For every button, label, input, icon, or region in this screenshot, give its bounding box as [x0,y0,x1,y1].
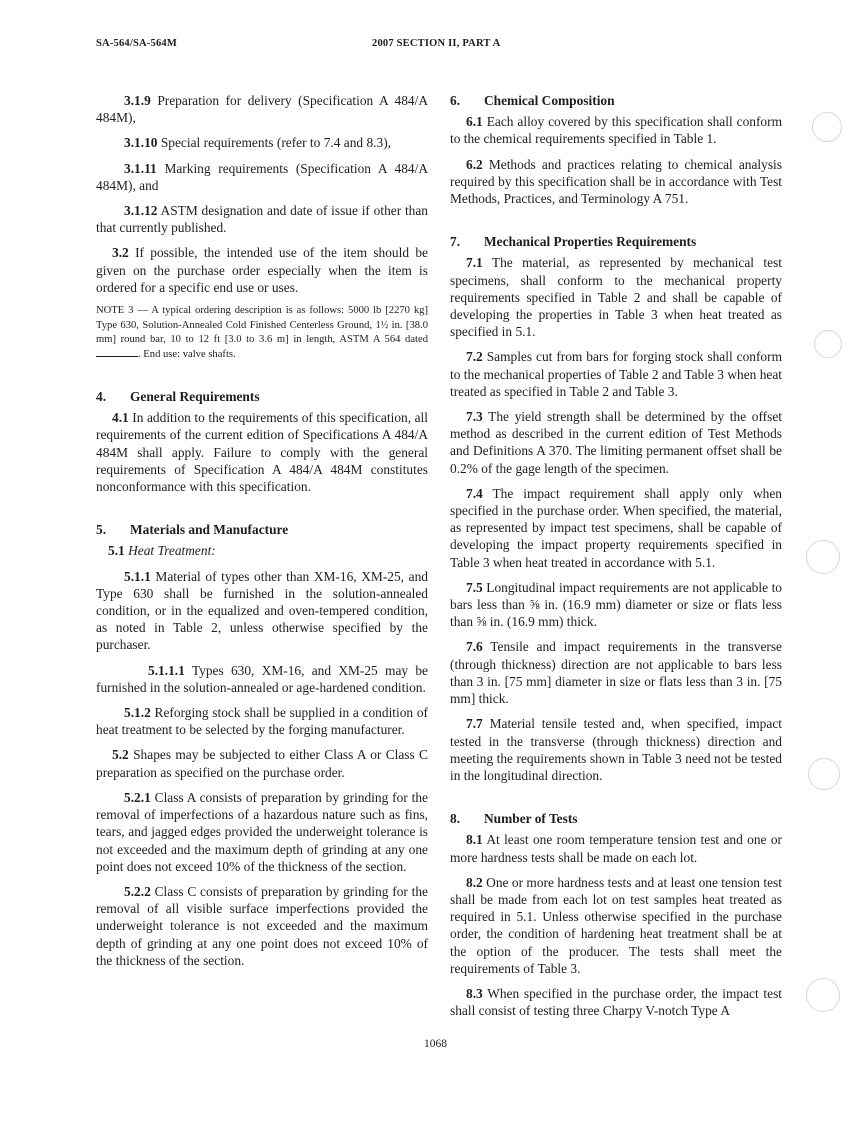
para-number: 7.5 [466,579,483,595]
punch-hole-mark [806,540,840,574]
para-text: Special requirements (refer to 7.4 and 8.3), [160,135,392,151]
para-7-7 [450,715,782,784]
para-8-1 [450,831,782,865]
para-7-4 [450,485,782,571]
para-number: 5.2.1 [124,789,151,805]
section-heading-5 [96,521,428,538]
para-text: ASTM designation and date of issue if other than that currently published. [96,203,429,236]
para-number: 5.1.1.1 [148,662,185,678]
para-text: The material, as represented by mechanical test specimens, shall conform to the mechanical property requirements specified in Table 2 and shall be capable of developing the properties in Table 3 when heat treated as specified in 5.1. [450,255,782,340]
para-number: 3.2 [112,245,129,261]
para-text: Methods and practices relating to chemical analysis required by this specification shall be in accordance with Test Methods, Practices, and Terminology A 751. [450,156,782,207]
para-number: 5.1.2 [124,705,151,721]
para-number: 7.3 [466,409,483,425]
punch-hole-mark [808,758,840,790]
note-fraction: ½ [380,319,389,331]
section-title: Number of Tests [484,811,578,827]
para-5-1-2 [96,704,428,738]
para-6-1 [450,113,782,147]
section-title: General Requirements [130,389,260,405]
punch-hole-mark [812,112,842,142]
section-heading-4 [96,388,428,405]
para-5-1-1 [96,568,428,654]
para-7-1 [450,254,782,340]
para-6-2 [450,156,782,208]
para-3-1-12 [96,202,428,236]
para-number: 3.1.11 [124,160,157,176]
para-number: 5.1 [108,543,125,559]
para-number: 8.1 [466,832,483,848]
note-text-2: in. [38.0 mm] round bar, 10 to 12 ft [3.0 to 3.6 m] in length, ASTM A 564 dated [96,319,428,346]
para-number: 3.1.12 [124,203,158,219]
section-heading-7 [450,233,782,250]
para-number: 8.2 [466,874,483,890]
para-text: Samples cut from bars for forging stock shall conform to the mechanical properties of Table 2 and Table 3 when heat treated as specified in Table 2 and Table 3. [450,349,782,399]
para-text: When specified in the purchase order, the impact test shall consist of testing three Charpy V-notch Type A [450,985,782,1019]
para-7-2 [450,348,782,400]
punch-hole-mark [814,330,842,358]
right-column [450,92,782,1027]
para-number: 5.2 [112,747,129,763]
running-header [96,38,786,54]
section-heading-8 [450,810,782,827]
page-number: 1068 [424,1038,447,1050]
para-text: Material tensile tested and, when specified, impact tested in the transverse (through thickness) direction and meeting the requirements shown in Table 3 need not be tested in the longitudinal direction. [450,716,782,783]
para-text: In addition to the requirements of this specification, all requirements of the current edition of Specifications A 484/A 484M shall apply. Failure to comply with the general requirements of Specification A 484/A 484M constitutes nonconformance with this specification. [96,410,428,495]
para-text: Each alloy covered by this specification shall conform to the chemical requirements specified in Table 1. [450,114,782,147]
header-spec-number: SA-564/SA-564M [96,38,177,49]
para-8-2 [450,874,782,977]
para-5-2-1 [96,789,428,875]
para-3-1-10 [96,134,428,151]
section-number: 6. [450,93,461,108]
para-number: 7.7 [466,716,483,732]
para-text: At least one room temperature tension test and one or more hardness tests shall be made on each lot. [450,832,782,865]
para-number: 7.6 [466,639,483,655]
section-number: 5. [96,522,107,538]
section-number: 4. [96,389,107,405]
section-title: Mechanical Properties Requirements [484,234,697,250]
para-text: The yield strength shall be determined by the offset method as described in the current edition of Test Methods and Definitions A 370. The limiting permanent offset shall be 0.2% of the gage length of the specimen. [450,409,783,476]
para-text: Reforging stock shall be supplied in a condition of heat treatment to be selected by the forging manufacturer. [96,705,429,738]
para-text: Heat Treatment: [128,543,216,559]
para-number: 7.1 [466,255,483,271]
section-number: 7. [450,234,461,250]
punch-hole-mark [806,978,840,1012]
para-number: 3.1.10 [124,135,158,151]
para-3-1-9 [96,92,428,126]
para-text: Shapes may be subjected to either Class A or Class C preparation as specified on the purchase order. [96,747,428,780]
para-number: 4.1 [112,410,129,426]
section-number: 8. [450,811,461,827]
para-7-3 [450,408,782,477]
para-5-1 [96,542,428,559]
para-text-2: in. (16.9 mm) diameter or size or flats less than [450,597,782,630]
para-4-1 [96,409,428,495]
para-text: If possible, the intended use of the item should be given on the purchase order especially when the item is ordered for a specific end use or uses. [96,245,428,295]
para-number: 7.4 [466,485,483,501]
para-5-1-1-1 [96,662,428,696]
para-text: The impact requirement shall apply only when specified in the purchase order. When specified, the material, as represented by impact test specimens, shall be capable of developing the impact property requirements specified in Table 3 when heat treated in accordance with 5.1. [450,485,782,570]
para-number: 7.2 [466,349,483,365]
para-7-5 [450,579,782,631]
para-8-3 [450,985,782,1019]
para-text: Longitudinal impact requirements are not applicable to bars less than [450,579,782,613]
para-text: Marking requirements (Specification A 484/A 484M), and [96,160,428,193]
para-number: 6.2 [466,156,483,172]
para-3-2 [96,244,428,296]
section-title: Materials and Manufacture [130,522,289,538]
para-number: 6.1 [466,114,483,130]
para-text-3: in. (16.9 mm) thick. [486,614,597,630]
para-7-6 [450,638,782,707]
para-text: Class A consists of preparation by grinding for the removal of imperfections of a hazardous nature such as fins, tears, and jagged edges provided the underweight tolerance is not exceeded and the maximum depth of grinding at any one point does not exceed 10% of the thickness of the section. [96,789,428,874]
left-column [96,92,428,977]
header-section-title: 2007 SECTION II, PART A [372,38,501,49]
para-number: 5.1.1 [124,568,151,584]
para-number: 8.3 [466,985,483,1001]
section-heading-6 [450,92,782,109]
para-text: Types 630, XM-16, and XM-25 may be furnished in the solution-annealed or age-hardened condition. [96,662,428,695]
note-text-3: . End use: valve shafts. [138,348,236,360]
fraction: ⅝ [529,597,540,613]
fraction: ⅝ [476,614,487,630]
para-text: Material of types other than XM-16, XM-25, and Type 630 shall be furnished in the solution-annealed condition, or in the equalized and oven-tempered condition, as noted in Table 2, unless otherwise specified by the purchaser. [96,568,428,653]
para-5-2 [96,746,428,780]
para-5-2-2 [96,883,428,969]
date-blank-line [96,348,138,357]
para-text: Tensile and impact requirements in the transverse (through thickness) direction are not applicable to bars less than 3 in. [75 mm] diameter in size or flats less than 3 in. [75 mm] thick. [450,639,782,707]
para-number: 3.1.9 [124,93,151,108]
para-3-1-11 [96,160,428,194]
note-text: NOTE 3 — A typical ordering description is as follows: 5000 lb [2270 kg] Type 630, Solution-Annealed Cold Finished Centerless Ground, 1 [96,305,428,331]
section-title: Chemical Composition [484,93,615,108]
para-text: Preparation for delivery (Specification A 484/A 484M), [96,93,428,126]
para-text: Class C consists of preparation by grinding for the removal of all visible surface imperfections provided the underweight tolerance is not exceeded and the maximum depth of grinding at any one point does not exceed 10% of the thickness of the section. [96,883,428,968]
para-text: One or more hardness tests and at least one tension test shall be made from each lot on test samples heat treated as required in 5.1. Unless otherwise specified in the purchase order, the condition of hardening heat treatment shall be at the option of the producer. The tests shall meet the requirements of Table 3. [450,874,782,976]
para-number: 5.2.2 [124,883,151,899]
note-3 [96,304,428,362]
